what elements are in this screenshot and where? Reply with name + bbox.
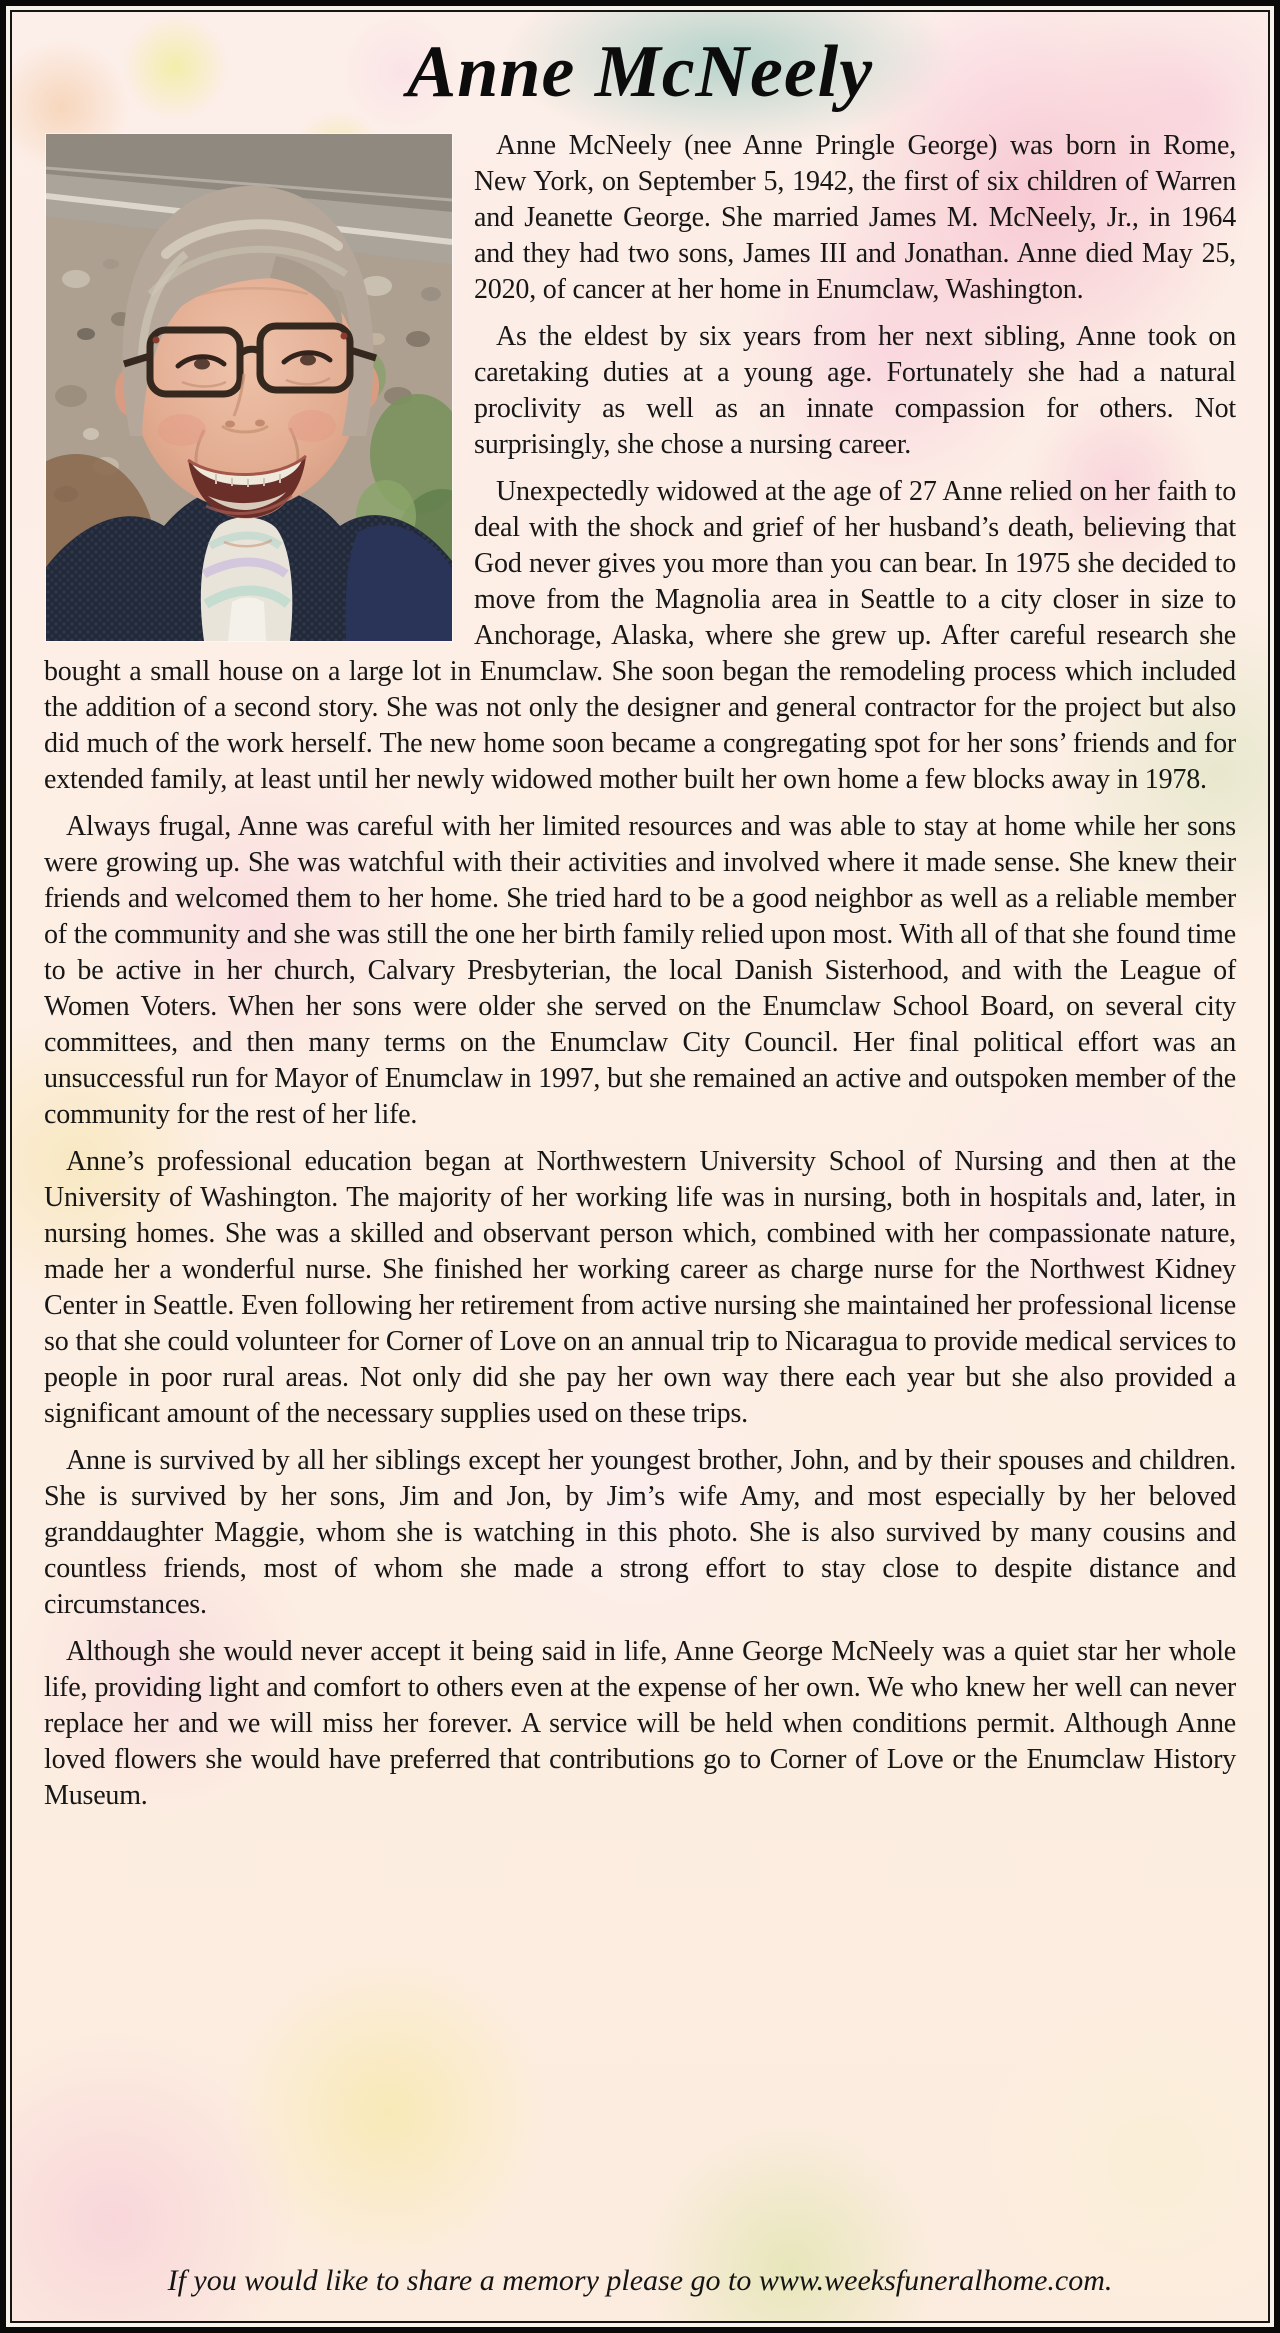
obituary-paragraph-7: Although she would never accept it being said in life, Anne George McNeely was a quiet star her whole life, providing light and comfort to others even at the expense of her own. We who knew her well can never replace her and we will miss her forever. A service will be held when conditions permit. Although Anne loved flowers she would have preferred that contributions go to Corner of Love or the Enumclaw History Museum. [44,1635,1236,1811]
page-title: Anne McNeely [406,31,874,113]
obituary-paragraph-1: Anne McNeely (nee Anne Pringle George) was born in Rome, New York, on September 5, 1942, the first of six children of Warren and Jeanette George. She married James M. McNeely, Jr., in 1964 and they had two sons, James III and Jonathan. Anne died May 25, 2020, of cancer at her home in Enumclaw, Washington. [474,129,1236,305]
memory-note: If you would like to share a memory please go to www.weeksfuneralhome.com. [167,2264,1113,2297]
obituary-content [12,12,1268,2321]
portrait-photo [46,134,452,641]
obituary-paragraph-5: Anne’s professional education began at Northwestern University School of Nursing and then at the University of Washington. The majority of her working life was in nursing, both in hospitals and, later, in nursing homes. She was a skilled and observant person which, combined with her compassionate nature, made her a wonderful nurse. She finished her working career as charge nurse for the Northwest Kidney Center in Seattle. Even following her retirement from active nursing she maintained her professional license so that she could volunteer for Corner of Love on an annual trip to Nicaragua to provide medical services to people in poor rural areas. Not only did she pay her own way there each year but she also provided a significant amount of the necessary supplies used on these trips. [44,1145,1236,1429]
obituary-paragraph-4: Always frugal, Anne was careful with her limited resources and was able to stay at home while her sons were growing up. She was watchful with their activities and involved where it made sense. She knew their friends and welcomed them to her home. She tried hard to be a good neighbor as well as a reliable member of the community and she was still the one her birth family relied upon most. With all of that she found time to be active in her church, Calvary Presbyterian, the local Danish Sisterhood, and with the League of Women Voters. When her sons were older she served on the Enumclaw School Board, on several city committees, and then many terms on the Enumclaw City Council. Her final political effort was an unsuccessful run for Mayor of Enumclaw in 1997, but she remained an active and outspoken member of the community for the rest of her life. [44,810,1236,1130]
obituary-paragraph-6: Anne is survived by all her siblings except her youngest brother, John, and by their spouses and children. She is survived by her sons, Jim and Jon, by Jim’s wife Amy, and most especially by her beloved granddaughter Maggie, whom she is watching in this photo. She is also survived by many cousins and countless friends, most of whom she made a strong effort to stay close to despite distance and circumstances. [44,1444,1236,1620]
portrait-illustration [46,134,452,641]
obituary-paragraph-3: Unexpectedly widowed at the age of 27 Anne relied on her faith to deal with the shock and grief of her husband’s death, believing that God never gives you more than you can bear. In 1975 she decided to move from the Magnolia area in Seattle to a city closer in size to Anchorage, Alaska, where she grew up. After careful research she bought a small house on a large lot in Enumclaw. She soon began the remodeling process which included the addition of a second story. She was not only the designer and general contractor for the project but also did much of the work herself. The new home soon became a congregating spot for her sons’ friends and for extended family, at least until her newly widowed mother built her own home a few blocks away in 1978. [44,475,1236,795]
obituary-paragraph-2: As the eldest by six years from her next sibling, Anne took on caretaking duties at a young age. Fortunately she had a natural proclivity as well as an innate compassion for others. Not surprisingly, she chose a nursing career. [474,320,1236,460]
